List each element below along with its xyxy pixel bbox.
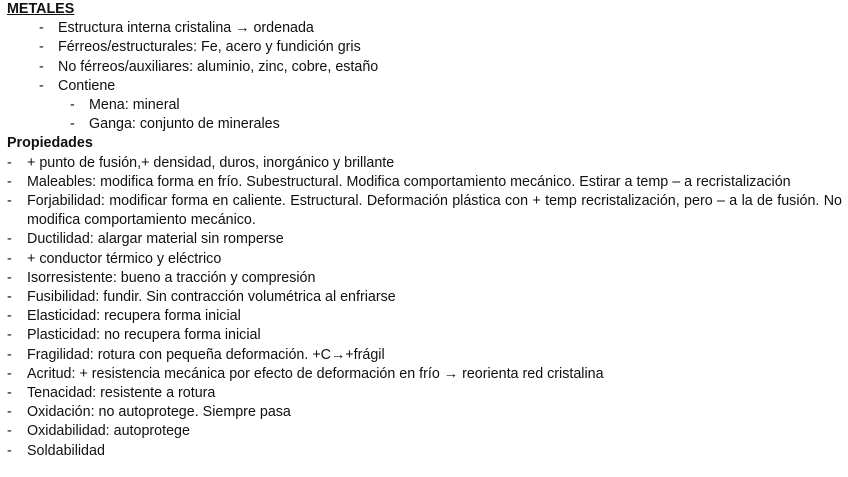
list-item: - Férreos/estructurales: Fe, acero y fundición gris <box>7 38 842 57</box>
property-item: - Elasticidad: recupera forma inicial <box>7 307 842 326</box>
property-item: - + conductor térmico y eléctrico <box>7 250 842 269</box>
contiene-sublist <box>58 96 842 134</box>
propiedades-list <box>7 154 842 461</box>
sublist-item: - Ganga: conjunto de minerales <box>58 115 842 134</box>
property-item: - Fusibilidad: fundir. Sin contracción volumétrica al enfriarse <box>7 288 842 307</box>
property-item: - Maleables: modifica forma en frío. Subestructural. Modifica comportamiento mecánico. Estirar a temp – a recristalización <box>7 173 842 192</box>
property-item: - Oxidabilidad: autoprotege <box>7 422 842 441</box>
metales-list <box>7 19 842 134</box>
property-item: - + punto de fusión,+ densidad, duros, inorgánico y brillante <box>7 154 842 173</box>
property-item: - Soldabilidad <box>7 442 842 461</box>
propiedades-heading: Propiedades <box>7 135 93 152</box>
list-item: - No férreos/auxiliares: aluminio, zinc, cobre, estaño <box>7 58 842 77</box>
metales-heading: METALES <box>7 1 75 17</box>
property-item: - Acritud: + resistencia mecánica por efecto de deformación en frío → reorienta red cristalina <box>7 365 842 384</box>
list-item: - Estructura interna cristalina → ordenada <box>7 19 842 38</box>
property-item: - Plasticidad: no recupera forma inicial <box>7 326 842 345</box>
property-item: - Ductilidad: alargar material sin romperse <box>7 230 842 249</box>
sublist-item: - Mena: mineral <box>58 96 842 115</box>
property-item: - Isorresistente: bueno a tracción y compresión <box>7 269 842 288</box>
property-item: - Oxidación: no autoprotege. Siempre pasa <box>7 403 842 422</box>
property-item: - Tenacidad: resistente a rotura <box>7 384 842 403</box>
list-item-contiene <box>7 77 842 135</box>
list-item-label: Contiene <box>58 77 116 94</box>
property-item: - Fragilidad: rotura con pequeña deformación. +C→+frágil <box>7 346 842 365</box>
property-item: - Forjabilidad: modificar forma en caliente. Estructural. Deformación plástica con + temp recristalización, pero – a la de fusión. No modifica comportamiento mecánico. <box>7 192 842 230</box>
